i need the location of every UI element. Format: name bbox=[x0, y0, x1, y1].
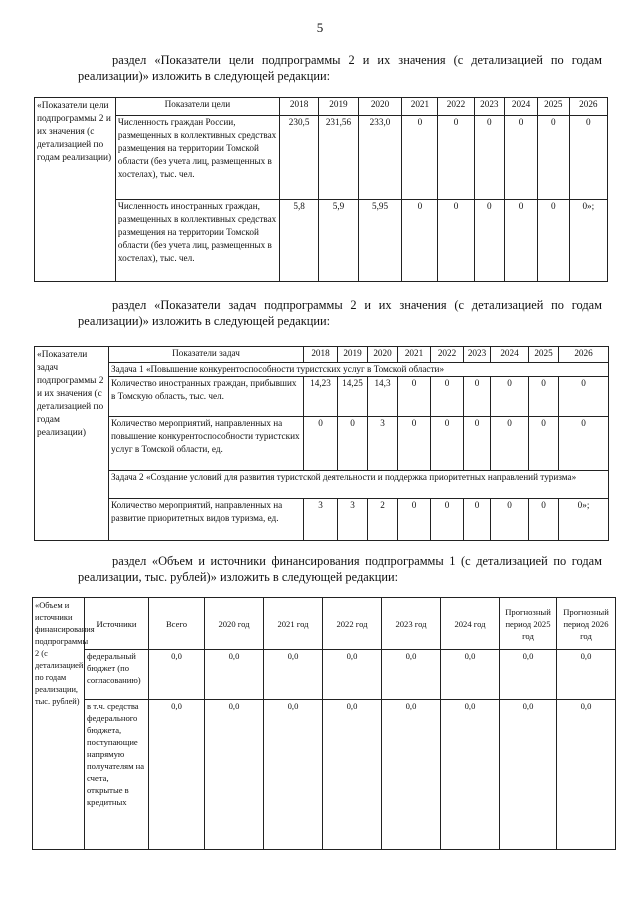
indicator-value: 0 bbox=[529, 499, 559, 541]
indicator-value: 0 bbox=[402, 200, 438, 282]
indicator-name: Численность иностранных граждан, размещенных в коллективных средствах размещения на территории Томской области (без учета лиц, размещенных в хостелах), тыс. чел. bbox=[115, 200, 279, 282]
year-header: 2023 bbox=[464, 347, 491, 363]
year-header: 2020 bbox=[368, 347, 398, 363]
indicator-value: 0 bbox=[431, 499, 464, 541]
indicator-value: 0 bbox=[474, 116, 505, 200]
financing-table bbox=[32, 597, 616, 850]
indicator-value: 0 bbox=[505, 116, 538, 200]
year-header: 2018 bbox=[279, 98, 318, 116]
indicator-value: 0 bbox=[402, 116, 438, 200]
paragraph-3-text: раздел «Объем и источники финансирования подпрограммы 1 (с детализацией по годам реализации, тыс. рублей)» изложить в следующей редакции: bbox=[78, 554, 602, 584]
indicator-value: 0 bbox=[338, 417, 368, 471]
column-header: Прогнозный период 2026 год bbox=[557, 598, 616, 650]
year-header: 2021 bbox=[398, 347, 431, 363]
indicator-value: 0 bbox=[537, 200, 569, 282]
amount-value: 0,0 bbox=[382, 650, 441, 700]
indicator-value: 0 bbox=[537, 116, 569, 200]
amount-value: 0,0 bbox=[264, 650, 323, 700]
year-header: 2022 bbox=[431, 347, 464, 363]
indicator-value: 0 bbox=[464, 377, 491, 417]
page-number: 5 bbox=[316, 20, 324, 35]
indicator-value: 0 bbox=[505, 200, 538, 282]
indicator-value: 0»; bbox=[559, 499, 609, 541]
year-header: 2023 bbox=[474, 98, 505, 116]
indicator-value: 0 bbox=[491, 377, 529, 417]
amount-value: 0,0 bbox=[557, 700, 616, 850]
amount-value: 0,0 bbox=[323, 650, 382, 700]
goal-indicators-table bbox=[34, 97, 608, 282]
indicator-value: 5,95 bbox=[358, 200, 402, 282]
task-table-header: Показатели задач bbox=[109, 347, 304, 363]
paragraph-1 bbox=[78, 52, 602, 84]
indicator-value: 14,3 bbox=[368, 377, 398, 417]
indicator-value: 0 bbox=[398, 377, 431, 417]
column-header: Всего bbox=[149, 598, 205, 650]
indicator-value: 0 bbox=[398, 417, 431, 471]
source-name: федеральный бюджет (по согласованию) bbox=[85, 650, 149, 700]
task-indicators-table bbox=[34, 346, 609, 541]
year-header: 2021 bbox=[402, 98, 438, 116]
goal-table-side-label: «Показатели цели подпрограммы 2 и их значения (с детализацией по годам реализации) bbox=[35, 98, 116, 282]
indicator-value: 231,56 bbox=[319, 116, 358, 200]
column-header: 2021 год bbox=[264, 598, 323, 650]
indicator-value: 0 bbox=[438, 200, 474, 282]
indicator-value: 0»; bbox=[569, 200, 607, 282]
indicator-value: 2 bbox=[368, 499, 398, 541]
indicator-value: 0 bbox=[491, 499, 529, 541]
indicator-value: 233,0 bbox=[358, 116, 402, 200]
financing-table-side-label: «Объем и источники финансирования подпрограммы 2 (с детализацией по годам реализации, тыс. рублей) bbox=[33, 598, 85, 850]
amount-value: 0,0 bbox=[382, 700, 441, 850]
indicator-value: 0 bbox=[464, 499, 491, 541]
column-header: 2022 год bbox=[323, 598, 382, 650]
indicator-value: 0 bbox=[559, 417, 609, 471]
indicator-value: 3 bbox=[304, 499, 338, 541]
paragraph-1-text: раздел «Показатели цели подпрограммы 2 и их значения (с детализацией по годам реализации)» изложить в следующей редакции: bbox=[78, 53, 602, 83]
amount-value: 0,0 bbox=[264, 700, 323, 850]
column-header: 2024 год bbox=[441, 598, 500, 650]
column-header: 2023 год bbox=[382, 598, 441, 650]
source-name: в т.ч. средства федерального бюджета, поступающие напрямую получателям на счета, открытые в кредитных bbox=[85, 700, 149, 850]
indicator-name: Количество иностранных граждан, прибывших в Томскую область, тыс. чел. bbox=[109, 377, 304, 417]
column-header: Прогнозный период 2025 год bbox=[500, 598, 557, 650]
indicator-name: Количество мероприятий, направленных на повышение конкурентоспособности туристских услуг в Томской области, ед. bbox=[109, 417, 304, 471]
paragraph-3 bbox=[78, 553, 602, 585]
column-header: 2020 год bbox=[205, 598, 264, 650]
indicator-value: 0 bbox=[559, 377, 609, 417]
indicator-value: 0 bbox=[304, 417, 338, 471]
indicator-value: 5,8 bbox=[279, 200, 318, 282]
amount-value: 0,0 bbox=[557, 650, 616, 700]
task-table-side-label: «Показатели задач подпрограммы 2 и их значения (с детализацией по годам реализации) bbox=[35, 347, 109, 541]
year-header: 2026 bbox=[569, 98, 607, 116]
year-header: 2019 bbox=[319, 98, 358, 116]
amount-value: 0,0 bbox=[205, 650, 264, 700]
amount-value: 0,0 bbox=[149, 650, 205, 700]
year-header: 2018 bbox=[304, 347, 338, 363]
indicator-name: Численность граждан России, размещенных в коллективных средствах размещения на территории Томской области (без учета лиц, размещенных в хостелах), тыс. чел. bbox=[115, 116, 279, 200]
paragraph-2 bbox=[78, 297, 602, 329]
indicator-value: 0 bbox=[438, 116, 474, 200]
indicator-value: 0 bbox=[398, 499, 431, 541]
indicator-value: 0 bbox=[431, 377, 464, 417]
task-1-title: Задача 1 «Повышение конкурентоспособности туристских услуг в Томской области» bbox=[109, 363, 609, 377]
paragraph-2-text: раздел «Показатели задач подпрограммы 2 и их значения (с детализацией по годам реализации)» изложить в следующей редакции: bbox=[78, 298, 602, 328]
goal-table-header: Показатели цели bbox=[115, 98, 279, 116]
amount-value: 0,0 bbox=[441, 650, 500, 700]
amount-value: 0,0 bbox=[500, 700, 557, 850]
indicator-value: 14,25 bbox=[338, 377, 368, 417]
amount-value: 0,0 bbox=[205, 700, 264, 850]
year-header: 2024 bbox=[491, 347, 529, 363]
amount-value: 0,0 bbox=[500, 650, 557, 700]
indicator-value: 0 bbox=[464, 417, 491, 471]
indicator-value: 0 bbox=[569, 116, 607, 200]
amount-value: 0,0 bbox=[323, 700, 382, 850]
year-header: 2019 bbox=[338, 347, 368, 363]
year-header: 2026 bbox=[559, 347, 609, 363]
indicator-value: 230,5 bbox=[279, 116, 318, 200]
indicator-value: 14,23 bbox=[304, 377, 338, 417]
indicator-value: 0 bbox=[529, 417, 559, 471]
indicator-value: 3 bbox=[338, 499, 368, 541]
indicator-value: 0 bbox=[474, 200, 505, 282]
indicator-value: 3 bbox=[368, 417, 398, 471]
amount-value: 0,0 bbox=[441, 700, 500, 850]
year-header: 2024 bbox=[505, 98, 538, 116]
indicator-value: 0 bbox=[529, 377, 559, 417]
amount-value: 0,0 bbox=[149, 700, 205, 850]
year-header: 2022 bbox=[438, 98, 474, 116]
year-header: 2020 bbox=[358, 98, 402, 116]
year-header: 2025 bbox=[537, 98, 569, 116]
indicator-value: 0 bbox=[491, 417, 529, 471]
indicator-value: 5,9 bbox=[319, 200, 358, 282]
indicator-value: 0 bbox=[431, 417, 464, 471]
year-header: 2025 bbox=[529, 347, 559, 363]
column-header: Источники bbox=[85, 598, 149, 650]
task-2-title: Задача 2 «Создание условий для развития туристской деятельности и поддержка приоритетных направлений туризма» bbox=[109, 471, 609, 499]
indicator-name: Количество мероприятий, направленных на развитие приоритетных видов туризма, ед. bbox=[109, 499, 304, 541]
